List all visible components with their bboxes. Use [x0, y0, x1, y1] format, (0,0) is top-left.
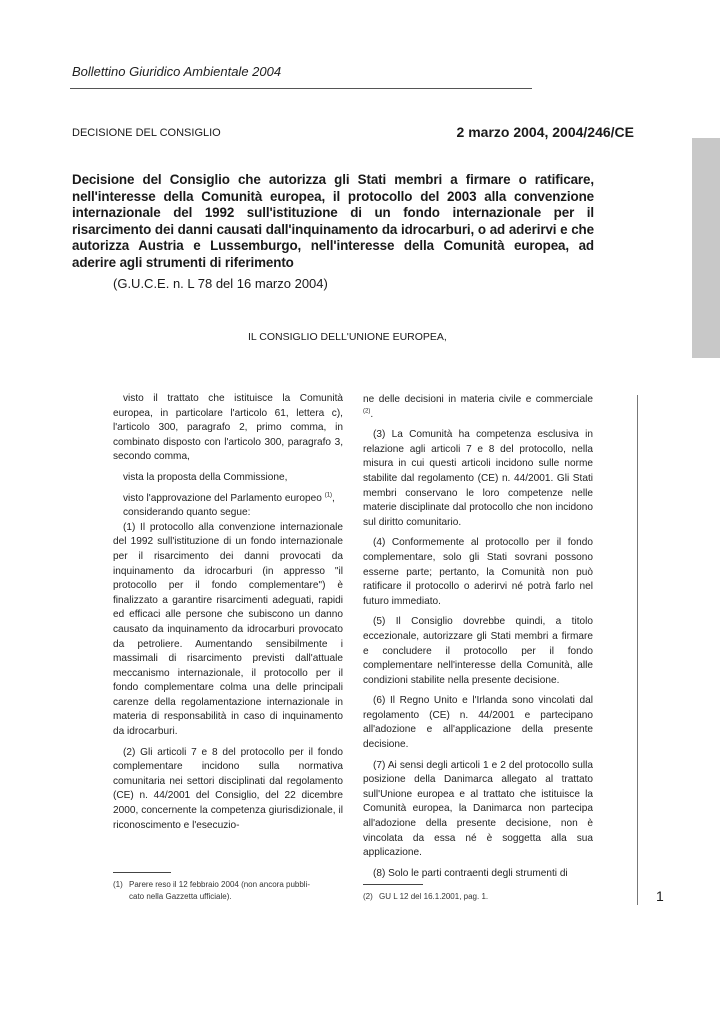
footnote-2-text: GU L 12 del 16.1.2001, pag. 1.	[379, 892, 489, 901]
recital-3: (3) La Comunità ha competenza esclusiva in relazione agli articoli 7 e 8 del protocollo, nella misura in cui questi articoli incidono sulle norme stabilite dal regolamento (CE) n. 44/2001. Gli Stati membri conservano le loro competenze nelle materie disciplinate dal protocollo che non incidono sul diritto comunitario.	[363, 429, 593, 528]
footnote-ref-1: (1)	[324, 492, 333, 499]
footnote-ref-2: (2)	[363, 408, 371, 415]
footnote-rule-left	[113, 872, 171, 873]
recital-1: (1) Il protocollo alla convenzione internazionale del 1992 sull'istituzione di un fondo internazionale per il risarcimento dei danni provocati da inquinamento da idrocarburi (in appresso "il protocollo per il fondo complementare") è finalizzato a garantire risarcimenti adeguati, rapidi ed efficaci alle persone che subiscono un danno causato da inquinamento da idrocarburi provocato da petroliere. Aumentando sensibilmente i massimali di risarcimento previsti dall'attuale meccanismo internazionale, il protocollo per il fondo complementare colma una delle principali carenze della regolamentazione internazionale in materia di responsabilità in caso di inquinamento da idrocarburi.	[113, 521, 343, 738]
act-type: DECISIONE DEL CONSIGLIO	[72, 127, 221, 139]
recital-8: (8) Solo le parti contraenti degli strumenti di	[373, 867, 568, 879]
recital-2-continued	[363, 393, 593, 422]
recital-2-continued-text: ne delle decisioni in materia civile e commerciale	[363, 394, 593, 405]
column-rule	[637, 395, 638, 905]
footnote-1-line1: Parere reso il 12 febbraio 2004 (non ancora pubbli-	[129, 880, 311, 889]
journal-title: Bollettino Giuridico Ambientale 2004	[72, 64, 282, 79]
source-citation: (G.U.C.E. n. L 78 del 16 marzo 2004)	[113, 276, 328, 291]
recital-5: (5) Il Consiglio dovrebbe quindi, a titolo eccezionale, autorizzare gli Stati membri a firmare e concludere il protocollo per il fondo complementare nell'interesse della Comunità, alle condizioni stabilite nella presente decisione.	[363, 616, 593, 686]
footnote-1	[113, 879, 351, 903]
recital-6: (6) Il Regno Unito e l'Irlanda sono vincolati dal regolamento (CE) n. 44/2001 e partecipano all'adozione e all'applicazione della presente decisione.	[363, 695, 593, 751]
page-number: 1	[656, 888, 664, 904]
body-column-left	[113, 392, 343, 833]
recital-treaty: visto il trattato che istituisce la Comunità europea, in particolare l'articolo 61, lettera c), l'articolo 300, paragrafo 2, primo comma, in combinato disposto con l'articolo 300, paragrafo 3, secondo comma,	[113, 393, 343, 463]
footnote-1-number: (1)	[113, 880, 123, 889]
recital-parliament-text: visto l'approvazione del Parlamento europeo	[123, 492, 322, 504]
header-rule	[70, 88, 532, 89]
footnote-rule-right	[363, 884, 423, 885]
recital-parliament-end: ,	[332, 492, 335, 504]
recital-4: (4) Conformemente al protocollo per il fondo complementare, solo gli Stati sovrani possono esserne parte; pertanto, la Comunità non può ratificare il protocollo o aderirvi né potrà farlo nel futuro immediato.	[363, 537, 593, 607]
recital-2-continued-end: .	[370, 408, 374, 420]
council-heading: IL CONSIGLIO DELL'UNIONE EUROPEA,	[248, 331, 447, 343]
recital-2: (2) Gli articoli 7 e 8 del protocollo per il fondo complementare incidono sulla normativa comunitaria nei settori disciplinati dal regolamento (CE) n. 44/2001 del Consiglio, del 22 dicembre 2000, concernente la competenza giurisdizionale, il riconoscimento e l'esecuzio-	[113, 746, 343, 831]
footnote-2	[363, 891, 593, 903]
recital-parliament	[113, 492, 343, 507]
recital-proposal: vista la proposta della Commissione,	[123, 471, 288, 483]
document-title: Decisione del Consiglio che autorizza gli Stati membri a firmare o ratificare, nell'interesse della Comunità europea, il protocollo del 2003 alla convenzione internazionale del 1992 sull'istituzione di un fondo internazionale per il risarcimento dei danni causati dall'inquinamento da idrocarburi, o ad aderirvi e che autorizza Austria e Lussemburgo, nell'interesse della Comunità europea, ad aderire agli strumenti di riferimento	[72, 172, 594, 270]
considering-intro: considerando quanto segue:	[123, 507, 251, 519]
side-tab-marker	[692, 138, 720, 358]
body-column-right	[363, 393, 593, 881]
act-reference: 2 marzo 2004, 2004/246/CE	[456, 124, 634, 140]
recital-7: (7) Ai sensi degli articoli 1 e 2 del protocollo sulla posizione della Danimarca allegato al trattato sull'Unione europea e al trattato che istituisce la Comunità europea, la Danimarca non partecipa all'adozione della presente decisione, non è vincolata da essa né è soggetta alla sua applicazione.	[363, 759, 593, 859]
footnote-2-number: (2)	[363, 892, 373, 901]
footnote-1-line2: cato nella Gazzetta ufficiale).	[129, 892, 232, 901]
